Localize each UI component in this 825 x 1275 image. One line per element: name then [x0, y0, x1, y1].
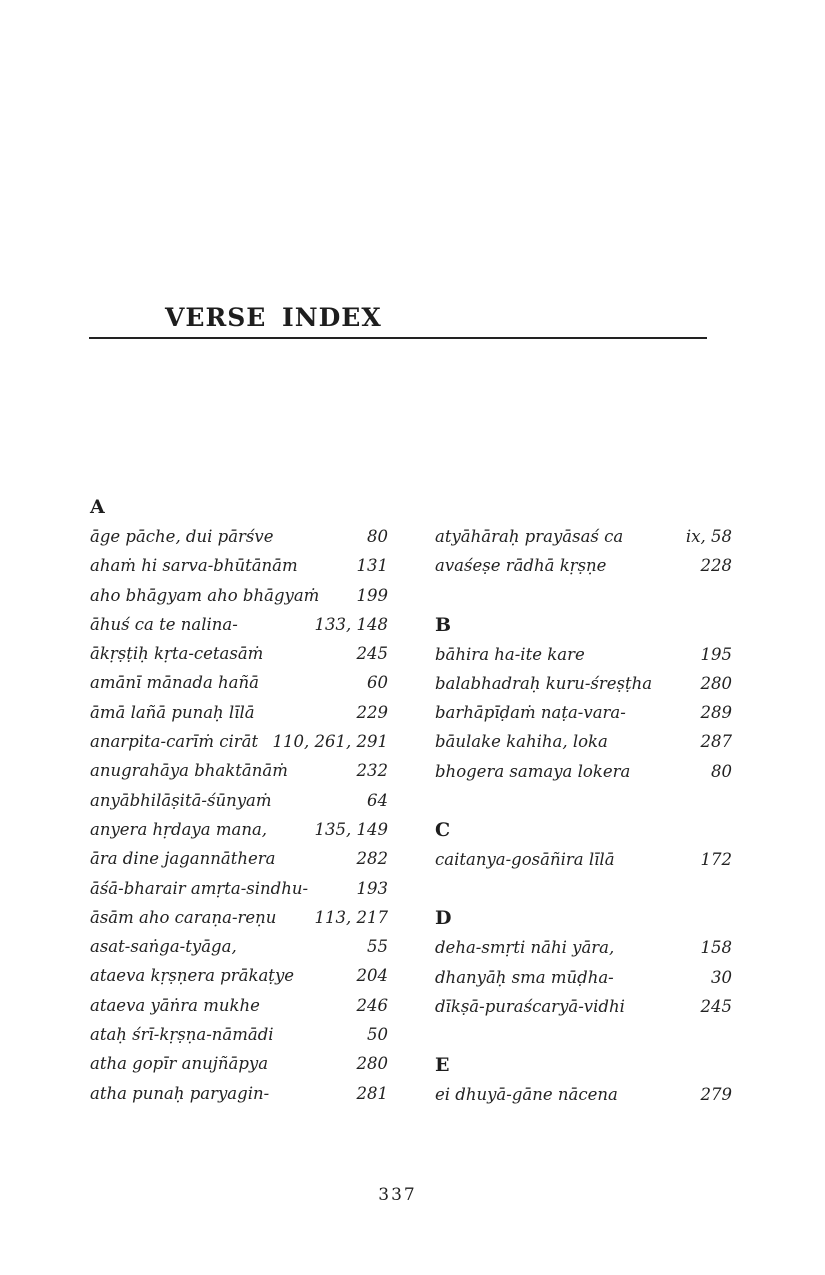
index-column-left — [90, 492, 388, 1108]
verse-text: ei dhuyā-gāne nācena — [435, 1085, 618, 1105]
index-entry — [90, 756, 388, 785]
page-reference: 195 — [700, 644, 732, 664]
index-column-right — [435, 492, 732, 1110]
section-letter-c: C — [435, 819, 451, 842]
index-entry — [90, 610, 388, 639]
verse-text: caitanya-gosāñira līlā — [435, 850, 615, 870]
index-entry — [435, 963, 732, 992]
verse-text: deha-smṛti nāhi yāra, — [435, 938, 615, 958]
section-letter-b: B — [435, 613, 452, 636]
page-reference: ix, 58 — [685, 527, 732, 546]
verse-text: ataeva kṛṣṇera prākaṭye — [90, 966, 295, 986]
index-entry — [90, 551, 388, 580]
page-reference: 131 — [356, 556, 388, 576]
page-number: 337 — [378, 1185, 417, 1205]
verse-text: anyābhilāṣitā-śūnyaṁ — [90, 790, 272, 810]
index-entry — [90, 522, 388, 551]
page-reference: 199 — [356, 585, 388, 605]
verse-text: anugrahāya bhaktānāṁ — [90, 761, 288, 781]
verse-text: amānī mānada hañā — [90, 673, 259, 693]
section-letter-d: D — [435, 907, 452, 930]
page-reference: 280 — [356, 1054, 388, 1074]
section-letter-spacer — [435, 492, 732, 522]
page-reference: 246 — [356, 995, 388, 1015]
page-reference: 80 — [367, 527, 388, 546]
page-reference: 280 — [700, 673, 732, 693]
page-reference: 60 — [367, 673, 388, 693]
verse-text: dīkṣā-puraścaryā-vidhi — [435, 996, 625, 1016]
verse-text: ahaṁ hi sarva-bhūtānām — [90, 556, 298, 576]
verse-text: aho bhāgyam aho bhāgyaṁ — [90, 585, 320, 605]
verse-text: āge pāche, dui pārśve — [90, 527, 274, 546]
section-letter-a: A — [90, 496, 105, 518]
title-rule — [89, 337, 707, 339]
index-entry — [435, 845, 732, 874]
right-sections — [435, 522, 732, 1110]
page-reference: 133, 148 — [314, 614, 388, 634]
section-letter-e: E — [435, 1054, 450, 1077]
verse-text: bhogera samaya lokera — [435, 761, 631, 781]
index-entry — [435, 757, 732, 786]
index-entry — [90, 727, 388, 756]
page-reference: 282 — [356, 849, 388, 869]
verse-text: ataeva yāṅra mukhe — [90, 995, 260, 1015]
verse-text: anarpita-carīṁ cirāt — [90, 732, 259, 752]
index-entry — [90, 874, 388, 903]
page-reference: 110, 261, 291 — [272, 732, 388, 752]
page-reference: 55 — [367, 937, 388, 957]
index-entry — [90, 639, 388, 668]
page-reference: 113, 217 — [314, 907, 388, 927]
verse-text: atha punaḥ paryagin- — [90, 1083, 270, 1103]
page-reference: 289 — [700, 703, 732, 723]
verse-text: āra dine jagannāthera — [90, 849, 276, 869]
page-reference: 158 — [700, 938, 732, 958]
verse-text: ataḥ śrī-kṛṣṇa-nāmādi — [90, 1025, 274, 1045]
index-entry — [435, 933, 732, 962]
page-reference: 228 — [700, 556, 732, 576]
verse-text: atha gopīr anujñāpya — [90, 1054, 269, 1074]
page-reference: 193 — [356, 878, 388, 898]
page-reference: 30 — [711, 967, 732, 987]
verse-text: bāulake kahiha, loka — [435, 732, 608, 752]
verse-text: asat-saṅga-tyāga, — [90, 937, 237, 957]
page-reference: 80 — [711, 761, 732, 781]
index-entry — [435, 551, 732, 580]
verse-text: anyera hṛdaya mana, — [90, 819, 268, 839]
index-entry — [435, 992, 732, 1021]
section-gap — [435, 581, 732, 610]
verse-text: āmā lañā punaḥ līlā — [90, 702, 255, 722]
page-reference: 204 — [356, 966, 388, 986]
index-entry — [90, 1049, 388, 1078]
index-entry — [90, 1079, 388, 1108]
page-reference: 229 — [356, 702, 388, 722]
index-entry — [435, 640, 732, 669]
verse-text: dhanyāḥ sma mūḍha- — [435, 967, 614, 987]
section-gap — [435, 874, 732, 903]
index-entry — [90, 991, 388, 1020]
page-reference: 281 — [356, 1083, 388, 1103]
index-entry — [90, 903, 388, 932]
index-entry — [435, 669, 732, 698]
index-entry — [90, 815, 388, 844]
page-reference: 245 — [356, 644, 388, 664]
verse-text: bāhira ha-ite kare — [435, 644, 585, 664]
index-entry — [90, 844, 388, 873]
page-reference: 287 — [700, 732, 732, 752]
page-reference: 245 — [700, 996, 732, 1016]
entry-list-a — [90, 522, 388, 1108]
verse-text: balabhadraḥ kuru-śreṣṭha — [435, 673, 653, 693]
page-title: VERSE INDEX — [165, 303, 382, 332]
verse-text: atyāhāraḥ prayāsaś ca — [435, 527, 624, 546]
index-entry — [435, 522, 732, 551]
index-entry — [90, 698, 388, 727]
index-entry — [90, 581, 388, 610]
index-entry — [435, 727, 732, 756]
page-reference: 135, 149 — [314, 819, 388, 839]
index-entry — [435, 1080, 732, 1109]
verse-text: āsām aho caraṇa-reṇu — [90, 907, 277, 927]
page-reference: 279 — [700, 1085, 732, 1105]
section-gap — [435, 786, 732, 815]
verse-text: āhuś ca te nalina- — [90, 614, 238, 634]
index-entry — [435, 698, 732, 727]
verse-text: avaśeṣe rādhā kṛṣṇe — [435, 556, 607, 576]
index-entry — [90, 1020, 388, 1049]
verse-text: ākṛṣṭiḥ kṛta-cetasāṁ — [90, 644, 264, 664]
index-entry — [90, 786, 388, 815]
verse-text: barhāpīḍaṁ naṭa-vara- — [435, 703, 626, 723]
page-reference: 64 — [367, 790, 388, 810]
page-reference: 172 — [700, 850, 732, 870]
page-reference: 50 — [367, 1025, 388, 1045]
verse-text: āśā-bharair amṛta-sindhu- — [90, 878, 309, 898]
section-gap — [435, 1021, 732, 1050]
index-entry — [90, 961, 388, 990]
index-entry — [90, 932, 388, 961]
page-reference: 232 — [356, 761, 388, 781]
index-entry — [90, 668, 388, 697]
